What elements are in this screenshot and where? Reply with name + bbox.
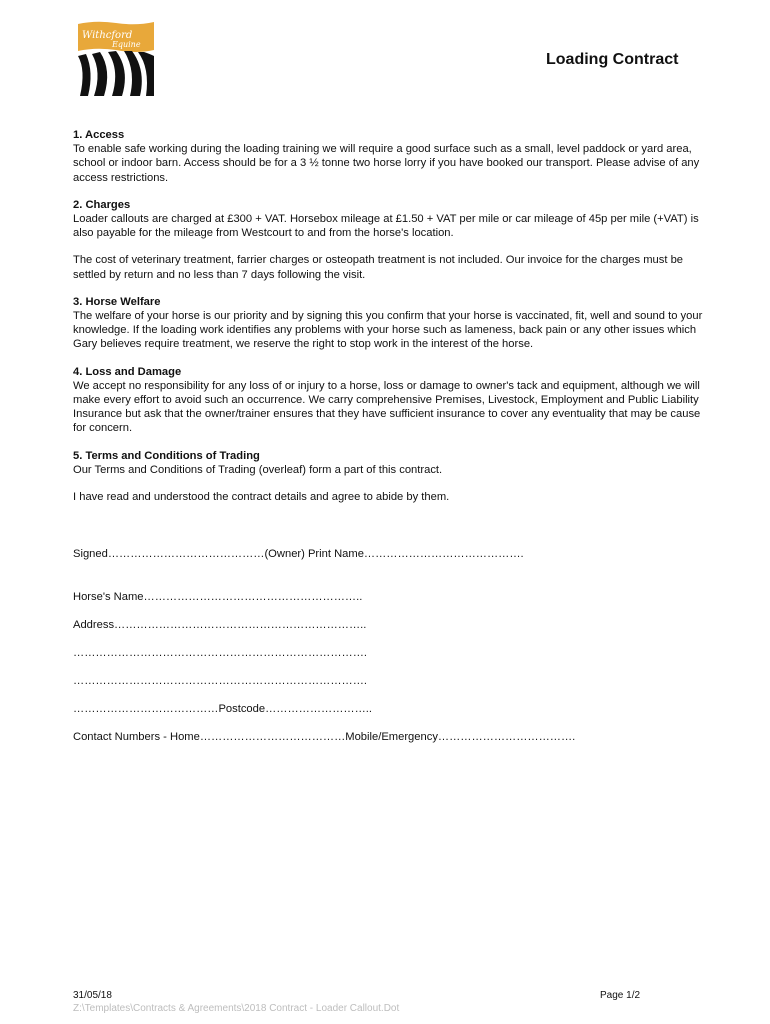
address-field-line1[interactable]: Address…………………………………………………………..: [73, 619, 367, 631]
section-horse-welfare: [73, 295, 703, 352]
section-paragraph: Our Terms and Conditions of Trading (overleaf) form a part of this contract.: [73, 463, 443, 476]
section-loss-damage: [73, 365, 703, 436]
footer-date: 31/05/18: [73, 990, 112, 1001]
contact-numbers-field[interactable]: Contact Numbers - Home…………………………………Mobile/Emergency……………………………….: [73, 731, 576, 743]
page-title: Loading Contract: [546, 51, 679, 68]
address-field-line3[interactable]: …………………………………………………………………….: [73, 675, 367, 687]
section-paragraph: The cost of veterinary treatment, farrier charges or osteopath treatment is not included. Our invoice for the charges must be settled by return and no less than 7 days following the visit.: [73, 254, 684, 281]
page-number: Page 1/2: [600, 990, 641, 1001]
postcode-field[interactable]: …………………………………Postcode………………………..: [73, 703, 372, 715]
signature-field[interactable]: Signed……………………………………(Owner) Print Name…………………………………….: [73, 548, 524, 560]
address-field-line2[interactable]: …………………………………………………………………….: [73, 647, 367, 659]
section-heading: 4. Loss and Damage: [73, 365, 182, 378]
logo-text-line2: Equine: [112, 40, 141, 49]
logo-text-line1: Withcford: [82, 30, 133, 41]
contract-body: [73, 128, 703, 517]
section-paragraph: Loader callouts are charged at £300 + VAT. Horsebox mileage at £1.50 + VAT per mile or car mileage of 45p per mile (+VAT) is also payable for the mileage from Westcourt to and from the horse's location.: [73, 213, 699, 240]
section-heading: 1. Access: [73, 129, 125, 141]
section-heading: 3. Horse Welfare: [73, 295, 161, 308]
section-access: [73, 128, 703, 185]
section-terms: [73, 449, 703, 505]
section-heading: 5. Terms and Conditions of Trading: [73, 449, 260, 462]
section-paragraph: We accept no responsibility for any loss of or injury to a horse, loss or damage to owner's tack and equipment, although we will make every effort to avoid such an occurrence. We carry comprehensive Premises, Livestock, Employment and Public Liability Insurance but ask that the owner/trainer ensures that they have sufficient insurance to cover any eventuality that may be cause for concern.: [73, 379, 701, 435]
horse-name-field[interactable]: Horse's Name…………………………………………………..: [73, 591, 363, 603]
section-paragraph: To enable safe working during the loading training we will require a good surface such as a small, level paddock or yard area, school or indoor barn. Access should be for a 3 ½ tonne two horse lorry if you have booked our transport. Please advise of any access restrictions.: [73, 143, 700, 184]
company-logo: [76, 20, 156, 98]
zebra-stripes-logo-icon: [76, 20, 156, 98]
file-path: Z:\Templates\Contracts & Agreements\2018 Contract - Loader Callout.Dot: [73, 1003, 400, 1014]
section-paragraph: The welfare of your horse is our priority and by signing this you confirm that your horse is vaccinated, fit, well and sound to your knowledge. If the loading work identifies any problems with your horse such as lameness, back pain or any other issues which Gary believes require treatment, we reserve the right to stop work in the interest of the horse.: [73, 310, 703, 351]
section-heading: 2. Charges: [73, 198, 131, 211]
section-charges: [73, 198, 703, 282]
agreement-statement: I have read and understood the contract details and agree to abide by them.: [73, 491, 450, 504]
